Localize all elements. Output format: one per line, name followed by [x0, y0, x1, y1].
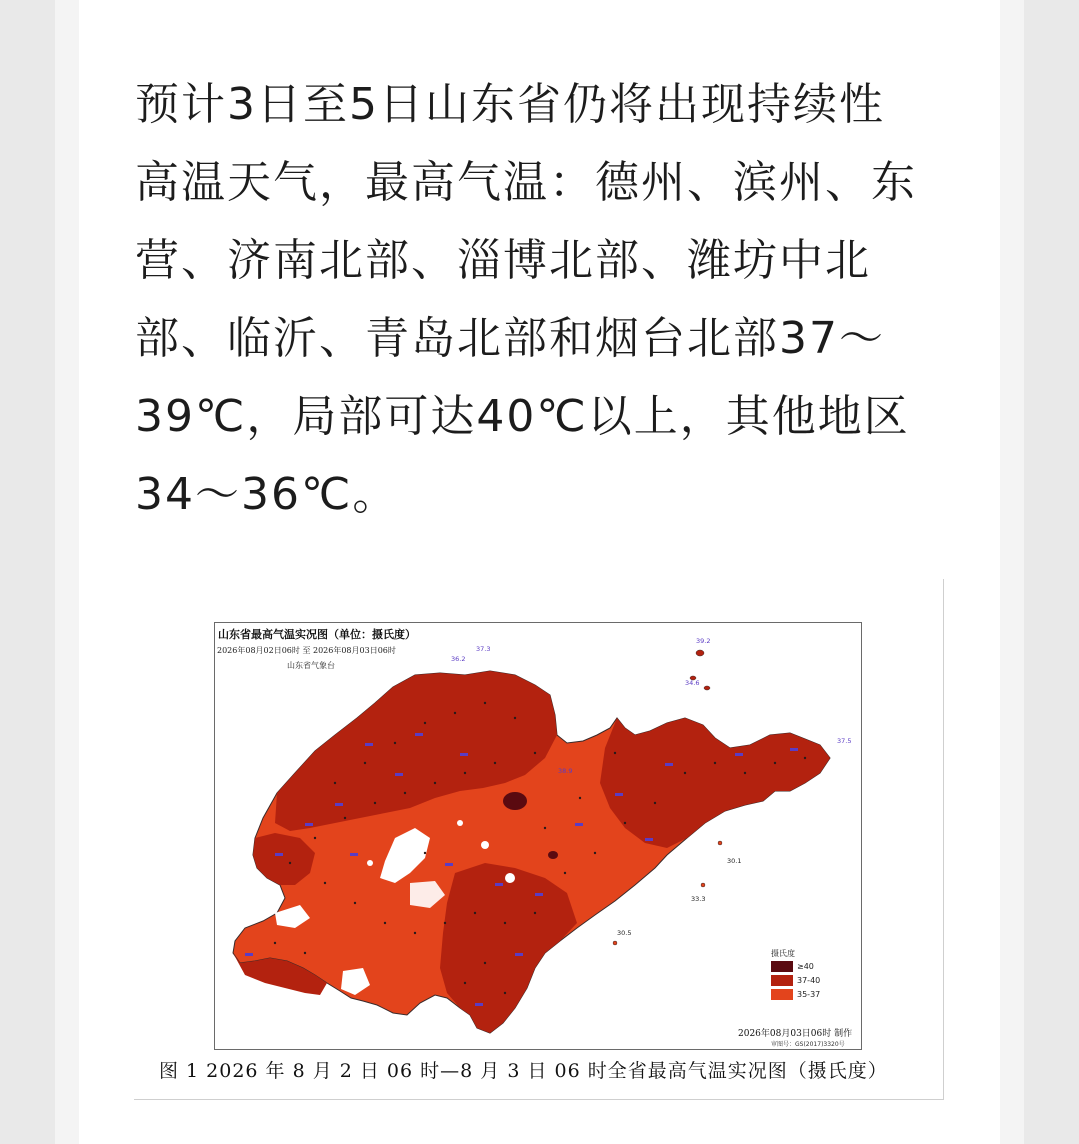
island	[613, 941, 617, 945]
made-timestamp: 2026年08月03日06时 制作	[738, 1029, 853, 1039]
island	[718, 841, 722, 845]
cool-patch	[367, 860, 373, 866]
legend-swatch	[771, 975, 793, 986]
shandong-map	[215, 623, 861, 1049]
article-line: 39℃，局部可达40℃以上，其他地区	[135, 391, 910, 442]
hot-zone-small	[548, 851, 558, 859]
review-number: 审图号：GS(2017)3320号	[771, 1041, 845, 1048]
legend-item-warm	[771, 975, 820, 986]
cool-patch	[481, 841, 489, 849]
island	[696, 650, 704, 656]
cool-patch	[505, 873, 515, 883]
station-label: 39.2	[696, 637, 711, 645]
legend-label: 37-40	[797, 976, 821, 985]
hot-zone	[503, 792, 527, 810]
island	[704, 686, 710, 690]
article-line: 部、临沂、青岛北部和烟台北部37～	[135, 313, 885, 364]
page-margin-right	[1000, 0, 1024, 1144]
map-issuer: 山东省气象台	[287, 661, 335, 670]
legend-swatch	[771, 961, 793, 972]
figure-caption: 图 1 2026 年 8 月 2 日 06 时—8 月 3 日 06 时全省最高气温实况图（摄氏度）	[159, 1060, 888, 1082]
article-line: 34～36℃。	[135, 469, 399, 520]
station-label: 34.6	[685, 679, 700, 687]
legend-item-hot	[771, 961, 814, 972]
station-label: 36.2	[451, 655, 466, 663]
article-line: 预计3日至5日山东省仍将出现持续性	[135, 79, 885, 130]
legend-swatch	[771, 989, 793, 1000]
map-period: 2026年08月02日06时 至 2026年08月03日06时	[217, 646, 396, 655]
cool-patch	[457, 820, 463, 826]
map-frame	[214, 622, 862, 1050]
page-margin-left	[55, 0, 79, 1144]
station-label: 37.3	[476, 645, 491, 653]
legend-label: 35-37	[797, 990, 821, 999]
map-title: 山东省最高气温实况图（单位：摄氏度）	[218, 628, 416, 641]
legend-label: ≥40	[797, 962, 814, 971]
legend-title: 摄氏度	[771, 949, 795, 958]
station-label: 38.9	[558, 767, 573, 775]
article-text	[135, 66, 950, 534]
station-label: 30.5	[617, 929, 632, 937]
station-label: 37.5	[837, 737, 852, 745]
legend-item-mild	[771, 989, 820, 1000]
temperature-map-figure[interactable]	[134, 579, 944, 1100]
station-label: 30.1	[727, 857, 742, 865]
station-label: 33.3	[691, 895, 706, 903]
warm-zone-south	[440, 863, 577, 1033]
article-line: 营、济南北部、淄博北部、潍坊中北	[135, 235, 871, 286]
article-line: 高温天气，最高气温：德州、滨州、东	[135, 157, 917, 208]
island	[701, 883, 705, 887]
